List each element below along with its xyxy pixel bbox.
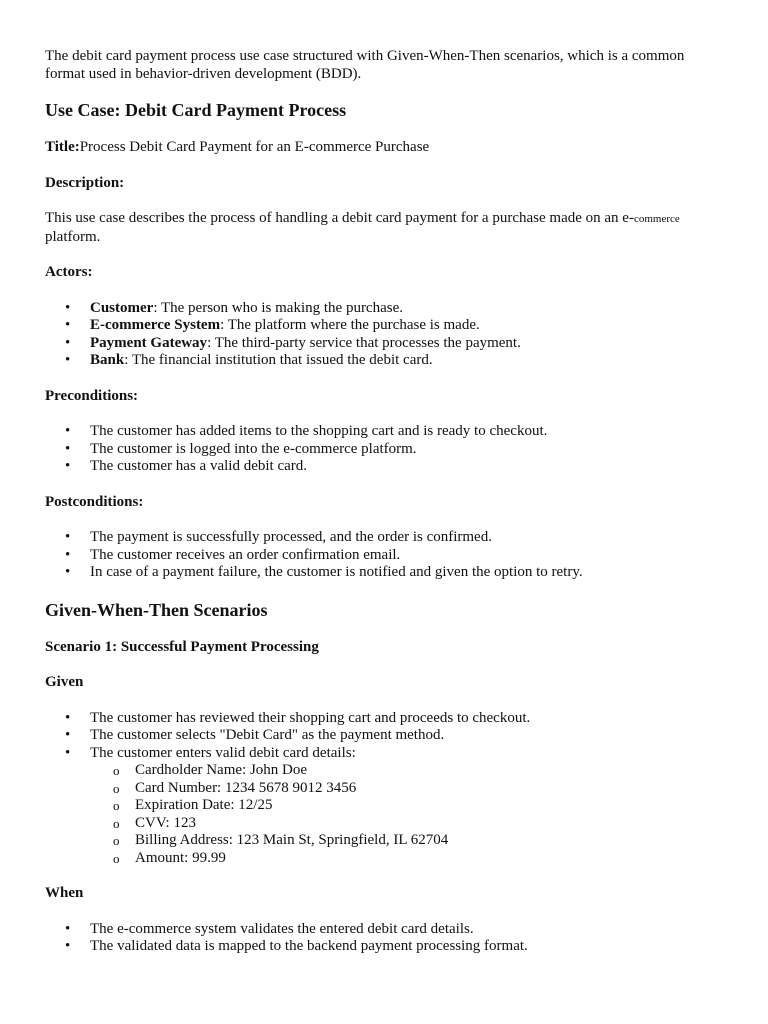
actor-text: : The financial institution that issued the debit card. — [124, 352, 433, 368]
card-details-list — [90, 762, 723, 867]
title-label: Title: — [45, 139, 80, 155]
actor-text: : The person who is making the purchase. — [153, 299, 403, 316]
list-item — [45, 300, 723, 318]
card-detail-item: o Expiration Date: 12/25 — [90, 797, 723, 815]
actors-list — [45, 300, 723, 370]
list-item: • The customer has reviewed their shopping cart and proceeds to checkout. — [45, 710, 723, 728]
list-item — [45, 335, 723, 353]
list-item — [45, 352, 723, 370]
gwt-heading: Given-When-Then Scenarios — [45, 599, 268, 620]
list-item: • The e-commerce system validates the entered debit card details. — [45, 921, 723, 939]
preconditions-label: Preconditions: — [45, 387, 139, 404]
list-item: • The customer is logged into the e-commerce platform. — [45, 441, 723, 459]
actors-label: Actors: — [45, 264, 93, 280]
list-item: • In case of a payment failure, the customer is notified and given the option to retry. — [45, 564, 723, 582]
card-detail-item: o CVV: 123 — [90, 815, 723, 833]
postconditions-label: Postconditions: — [45, 493, 144, 510]
actor-text: : The platform where the purchase is made. — [220, 317, 480, 333]
actor-name: Payment Gateway — [90, 334, 208, 351]
card-detail-item: o Billing Address: 123 Main St, Springfield, IL 62704 — [90, 832, 723, 850]
postconditions-list — [45, 529, 723, 582]
list-item: • The customer has added items to the shopping cart and is ready to checkout. — [45, 423, 723, 441]
list-item: • The validated data is mapped to the backend payment processing format. — [45, 938, 723, 956]
actor-name: Customer — [90, 299, 154, 316]
when-list — [45, 921, 723, 956]
list-item: • The customer selects "Debit Card" as the payment method. — [45, 727, 723, 745]
description-text — [45, 210, 723, 246]
when-label: When — [45, 885, 84, 901]
description-label: Description: — [45, 174, 125, 191]
description-main: This use case describes the process of handling a debit card payment for a purchase made on an e- — [45, 210, 634, 226]
card-detail-item: o Card Number: 1234 5678 9012 3456 — [90, 780, 723, 798]
use-case-heading: Use Case: Debit Card Payment Process — [45, 100, 347, 120]
list-item: • The customer receives an order confirmation email. — [45, 547, 723, 565]
card-detail-item: o Cardholder Name: John Doe — [90, 762, 723, 780]
actor-text: : The third-party service that processes the payment. — [207, 334, 521, 351]
intro-paragraph: The debit card payment process use case structured with Given-When-Then scenarios, which is a common format used in behavior-driven development (BDD). — [45, 48, 685, 82]
list-item: • The customer has a valid debit card. — [45, 458, 723, 476]
card-detail-item: o Amount: 99.99 — [90, 850, 723, 868]
given-item-text: The customer enters valid debit card details: — [90, 744, 356, 761]
preconditions-list — [45, 423, 723, 476]
scenario-title: Scenario 1: Successful Payment Processing — [45, 638, 319, 655]
description-small: commerce — [633, 213, 680, 225]
list-item — [45, 317, 723, 335]
title-line — [45, 139, 723, 157]
list-item: • The payment is successfully processed, and the order is confirmed. — [45, 529, 723, 547]
actor-name: E-commerce System — [90, 317, 221, 333]
given-label: Given — [45, 674, 84, 690]
given-list — [45, 710, 723, 868]
description-end: platform. — [45, 228, 101, 245]
title-text: Process Debit Card Payment for an E-commerce Purchase — [79, 139, 430, 155]
actor-name: Bank — [90, 352, 125, 368]
list-item — [45, 745, 723, 868]
